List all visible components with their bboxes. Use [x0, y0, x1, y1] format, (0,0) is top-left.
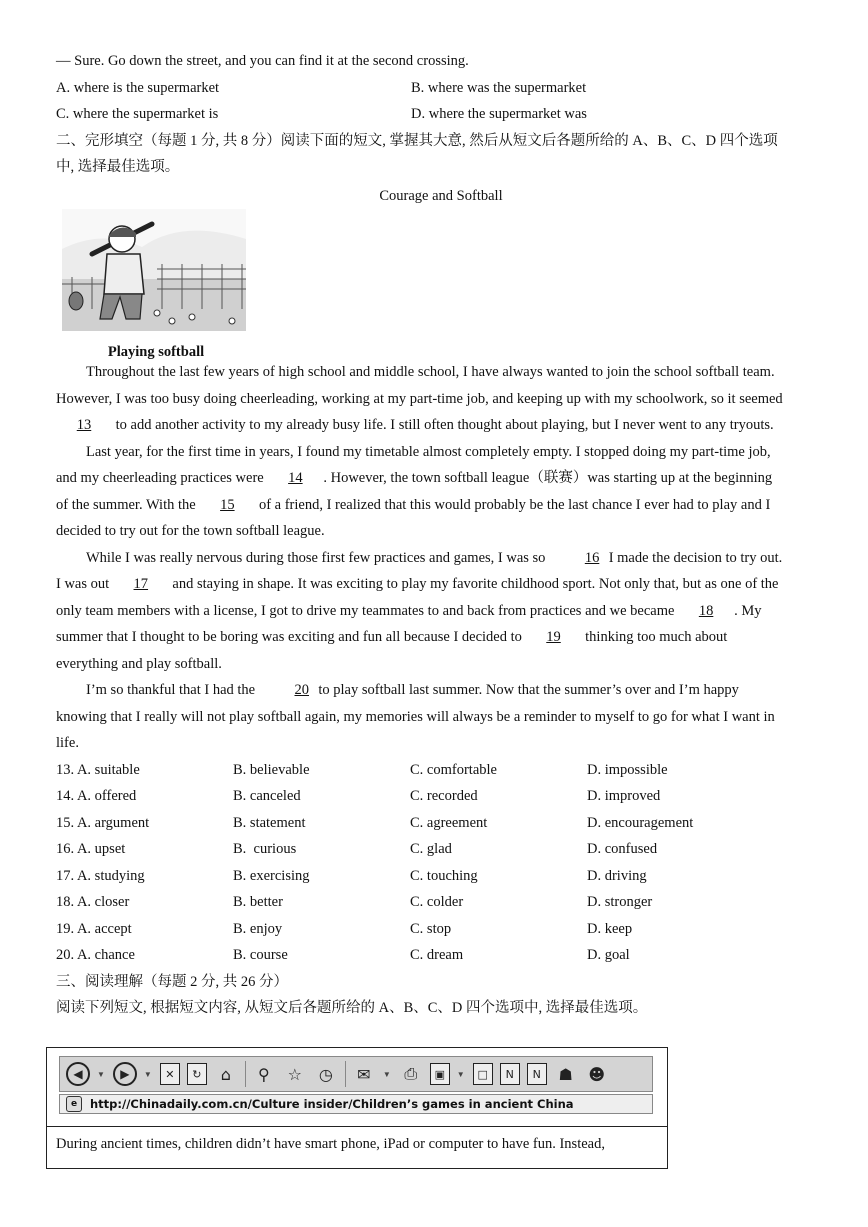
- history-icon[interactable]: ◷: [318, 1064, 333, 1084]
- p3-text-d: and staying in shape. It was exciting to play my favorite childhood sport. Not only that, but as one of the: [168, 576, 779, 592]
- messenger-icon[interactable]: N: [500, 1063, 520, 1085]
- mail-icon[interactable]: ✉: [357, 1064, 371, 1084]
- q14-b: B. canceled: [233, 788, 301, 804]
- toolbar-divider: [245, 1061, 246, 1087]
- blank-17: 17: [133, 576, 149, 592]
- p3-line-4: [56, 624, 826, 651]
- q15-b: B. statement: [233, 814, 306, 831]
- p3-line-2: [56, 571, 826, 598]
- option-a: A. where is the supermarket: [56, 79, 220, 96]
- p2-line-2: [56, 465, 826, 492]
- p2-text-b: and my cheerleading practices were: [56, 470, 268, 486]
- p2-line-4: decided to try out for the town softball league.: [56, 523, 325, 539]
- q17-c: C. touching: [410, 867, 478, 884]
- q19-c: C. stop: [410, 920, 452, 937]
- q20-a: 20. A. chance: [56, 947, 135, 963]
- blank-16: 16: [584, 549, 600, 566]
- q18-d: D. stronger: [587, 894, 653, 910]
- p3-line-3: [56, 598, 826, 625]
- p2-text-c: . However, the town softball league（联赛）was starting up at the beginning: [323, 470, 773, 486]
- question-row: [56, 783, 826, 810]
- discuss-icon[interactable]: □: [473, 1063, 493, 1085]
- media-icon[interactable]: N: [527, 1063, 547, 1085]
- blank-15: 15: [220, 496, 235, 513]
- chevron-down-icon[interactable]: ▼: [97, 1069, 105, 1079]
- forward-icon[interactable]: ▶: [113, 1062, 137, 1086]
- q16-c: C. glad: [410, 841, 452, 857]
- q16-a: 16. A. upset: [56, 841, 126, 857]
- home-icon[interactable]: ⌂: [220, 1064, 231, 1084]
- chevron-down-icon[interactable]: ▼: [456, 1069, 465, 1079]
- q14-c: C. recorded: [410, 788, 478, 804]
- p3-text-c: I was out: [56, 576, 113, 592]
- section2-heading-cont: 中, 选择最佳选项。: [56, 159, 180, 175]
- q13-b: B. believable: [233, 761, 310, 778]
- q17-b: B. exercising: [233, 867, 310, 884]
- option-d: D. where the supermarket was: [411, 106, 587, 122]
- browser-divider: [47, 1126, 667, 1127]
- p4-line-1: [56, 677, 826, 704]
- section3-heading: 三、阅读理解（每题 2 分, 共 26 分）: [56, 973, 288, 990]
- address-bar[interactable]: [59, 1094, 653, 1114]
- options-row-1: [56, 75, 826, 102]
- search-icon[interactable]: ⚲: [257, 1064, 270, 1084]
- question-row: [56, 889, 826, 916]
- print-icon[interactable]: ⎙: [404, 1064, 418, 1083]
- chevron-down-icon[interactable]: ▼: [143, 1069, 152, 1079]
- section2-heading: 二、完形填空（每题 1 分, 共 8 分）阅读下面的短文, 掌握其大意, 然后从短文后各题所给的 A、B、C、D 四个选项: [56, 132, 778, 149]
- q19-a: 19. A. accept: [56, 920, 132, 937]
- q13-c: C. comfortable: [410, 761, 497, 778]
- p1-text-a: Throughout the last few years of high school and middle school, I have always wanted to join the school softball team.: [86, 364, 775, 380]
- p2-line-3: [56, 492, 826, 519]
- p3-text-a: While I was really nervous during those first few practices and games, I was so: [86, 549, 550, 566]
- blank-20: 20: [294, 682, 309, 698]
- q13-d: D. impossible: [587, 761, 668, 778]
- p3-text-f: . My: [734, 602, 762, 619]
- question-row: [56, 916, 826, 943]
- p3-text-e: only team members with a license, I got to drive my teammates to and back from practices and we became: [56, 602, 679, 619]
- q18-b: B. better: [233, 894, 283, 910]
- p1-line-2: However, I was too busy doing cheerleading, working at my part-time job, and keeping up with my schoolwork, so it seemed: [56, 390, 783, 407]
- p4-line-3: life.: [56, 735, 79, 751]
- q16-b: B. curious: [233, 841, 297, 857]
- question-row: [56, 757, 826, 784]
- refresh-icon[interactable]: ↻: [187, 1063, 207, 1085]
- p3-text-g: summer that I thought to be boring was exciting and fun all because I decided to: [56, 629, 526, 645]
- blank-14: 14: [288, 470, 303, 486]
- edit-icon[interactable]: ▣: [430, 1063, 450, 1085]
- favorites-icon[interactable]: ☆: [287, 1064, 303, 1084]
- figure: [56, 209, 826, 359]
- q17-a: 17. A. studying: [56, 867, 145, 884]
- option-b: B. where was the supermarket: [411, 79, 587, 96]
- q16-d: D. confused: [587, 841, 658, 857]
- figure-wrap: [56, 209, 256, 362]
- toolbar-divider: [345, 1061, 346, 1087]
- question-list: [56, 757, 826, 969]
- question-row: [56, 810, 826, 837]
- question-row: [56, 863, 826, 890]
- chevron-down-icon[interactable]: ▼: [382, 1069, 391, 1079]
- q14-a: 14. A. offered: [56, 788, 137, 804]
- page-icon: e: [66, 1096, 82, 1112]
- p4-text-b: to play softball last summer. Now that the summer’s over and I’m happy: [314, 682, 739, 698]
- softball-illustration: [62, 209, 246, 331]
- q19-d: D. keep: [587, 920, 633, 937]
- browser-toolbar: [59, 1056, 653, 1092]
- question-row: [56, 942, 826, 969]
- p2-text-e: of a friend, I realized that this would probably be the last chance I ever had to play and I: [255, 496, 771, 513]
- q14-d: D. improved: [587, 788, 661, 804]
- answer-line: — Sure. Go down the street, and you can find it at the second crossing.: [56, 53, 469, 69]
- user-icon[interactable]: ☻: [588, 1064, 606, 1084]
- p3-line-5: everything and play softball.: [56, 655, 222, 672]
- p3-text-h: thinking too much about: [581, 629, 728, 645]
- q20-c: C. dream: [410, 947, 464, 963]
- q17-d: D. driving: [587, 867, 647, 884]
- q19-b: B. enjoy: [233, 920, 283, 937]
- p1-line-3: [56, 412, 826, 439]
- blank-13: 13: [76, 417, 92, 433]
- address-url: http://Chinadaily.com.cn/Culture insider/Children’s games in ancient China: [90, 1097, 574, 1111]
- page: [56, 48, 826, 1022]
- p4-text-a: I’m so thankful that I had the: [86, 682, 259, 698]
- paragraph-1: [56, 359, 826, 386]
- browser-text: During ancient times, children didn’t have smart phone, iPad or computer to have fun. Instead,: [56, 1136, 605, 1152]
- q18-c: C. colder: [410, 894, 464, 910]
- option-c: C. where the supermarket is: [56, 106, 219, 122]
- p1-text-c: to add another activity to my already busy life. I still often thought about playing, but I never went to any tryouts.: [112, 417, 774, 433]
- p2-text-d: of the summer. With the: [56, 496, 200, 513]
- q13-a: 13. A. suitable: [56, 761, 140, 778]
- q15-c: C. agreement: [410, 814, 488, 831]
- blank-18: 18: [698, 602, 714, 619]
- q15-a: 15. A. argument: [56, 814, 150, 831]
- q15-d: D. encouragement: [587, 814, 694, 831]
- back-icon[interactable]: ◀: [66, 1062, 90, 1086]
- p3-text-b: I made the decision to try out.: [605, 549, 783, 566]
- p4-line-2: knowing that I really will not play softball again, my memories will always be a reminder to myself to go for what I want in: [56, 708, 775, 725]
- research-icon[interactable]: ☗: [558, 1064, 573, 1084]
- blank-19: 19: [546, 629, 561, 645]
- q20-d: D. goal: [587, 947, 630, 963]
- browser-screenshot: [46, 1047, 668, 1169]
- q20-b: B. course: [233, 947, 288, 963]
- p2-line-1: Last year, for the first time in years, I found my timetable almost completely empty. I stopped doing my part-time job,: [86, 443, 771, 460]
- stop-icon[interactable]: ✕: [160, 1063, 180, 1085]
- p3-line-1: [56, 545, 826, 572]
- q18-a: 18. A. closer: [56, 894, 130, 910]
- question-row: [56, 836, 826, 863]
- figure-caption: Playing softball: [107, 344, 205, 360]
- passage-title: Courage and Softball: [379, 187, 503, 204]
- section3-instruction: 阅读下列短文, 根据短文内容, 从短文后各题所给的 A、B、C、D 四个选项中, 选择最佳选项。: [56, 1000, 648, 1016]
- options-row-2: [56, 101, 826, 128]
